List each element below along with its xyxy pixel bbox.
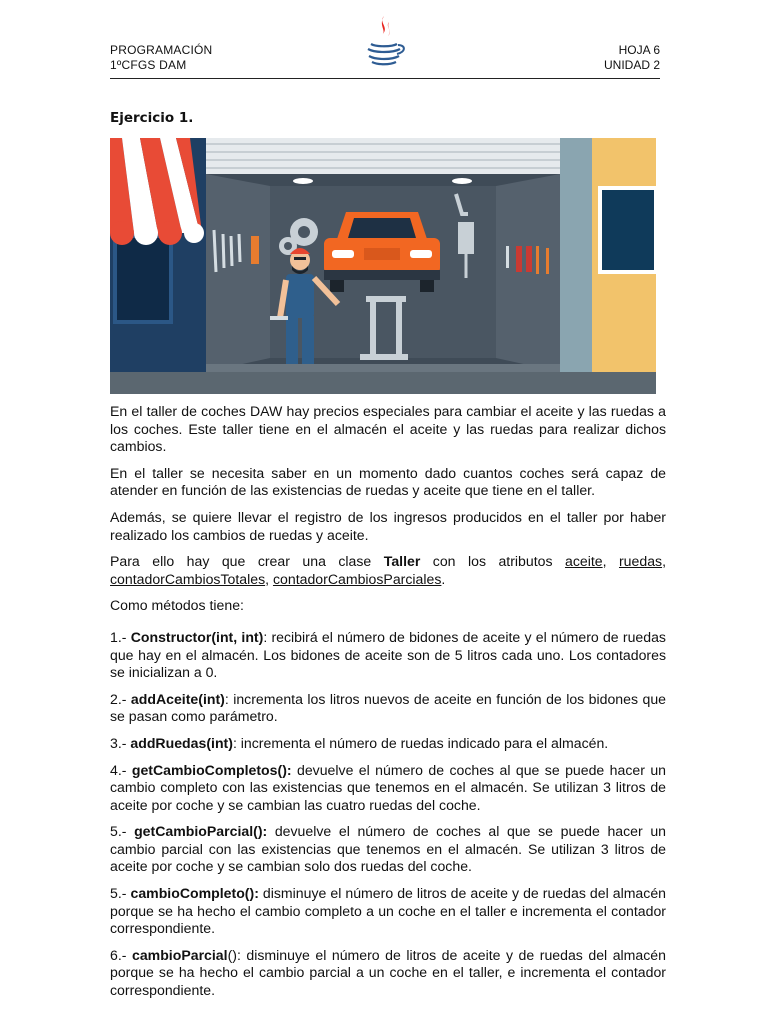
method-item [110, 762, 666, 815]
method-description: disminuye el número de litros de aceite y de ruedas del almacén porque se ha hecho el cambio completo a un coche en el taller e incrementa el contador correspondiente. [110, 885, 666, 937]
method-item [110, 629, 666, 682]
method-description: (): disminuye el número de litros de aceite y de ruedas del almacén porque se ha hecho el cambio parcial a un coche en el taller, e incrementa el contador correspondiente. [110, 946, 666, 999]
method-name: getCambioCompletos(): [131, 761, 292, 778]
method-description: : recibirá el número de bidones de aceite y el número de ruedas que hay en el almacén. Los bidones de aceite son de 5 litros cada uno. Los contadores se inicializan a 0. [110, 628, 666, 681]
attribute-ruedas: ruedas [618, 553, 663, 570]
attribute-contador-parciales: contadorCambiosParciales [272, 570, 442, 587]
method-number: 3.- [110, 734, 131, 751]
methods-intro: Como métodos tiene: [110, 597, 244, 614]
course-name: 1ºCFGS DAM [110, 58, 187, 72]
class-name: Taller [383, 553, 421, 570]
exercise-title: Ejercicio 1. [110, 110, 194, 126]
method-description: devuelve el número de coches al que se puede hacer un cambio parcial con las existencias que tenemos en el almacén. Se utilizan 3 litros de aceite por coche y se cambian solo dos ruedas del coche. [110, 823, 666, 875]
class-text-mid: con los atributos [420, 553, 565, 570]
attribute-aceite: aceite [564, 553, 603, 570]
method-item [110, 691, 666, 726]
separator: , [602, 553, 619, 570]
method-number: 5.- [110, 823, 135, 840]
class-paragraph [110, 553, 666, 588]
striped-awning [110, 138, 204, 245]
separator: , [265, 570, 273, 587]
method-item [110, 947, 666, 1000]
garage-illustration [110, 138, 656, 394]
method-number: 6.- [110, 946, 132, 963]
method-description: : incrementa el número de ruedas indicado para el almacén. [232, 734, 609, 751]
method-name: cambioCompleto(): [130, 885, 259, 902]
method-number: 5.- [110, 885, 131, 902]
period: . [441, 570, 446, 587]
attribute-contador-totales: contadorCambiosTotales [110, 570, 266, 587]
intro-paragraph-1: En el taller de coches DAW hay precios especiales para cambiar el aceite y las ruedas a los coches. Este taller tiene en el almacén el aceite y las ruedas para realizar dichos cambios. [110, 403, 666, 455]
method-description: devuelve el número de coches al que se puede hacer un cambio completo con las existencias que tenemos en el almacén. Se utilizan 3 litros de aceite por coche y se cambian las cuatro ruedas del coche. [110, 761, 666, 813]
unit-number: UNIDAD 2 [603, 58, 660, 72]
intro-paragraph-2: En el taller se necesita saber en un momento dado cuantos coches será capaz de atender en función de las existencias de ruedas y aceite que tiene en el taller. [110, 464, 666, 499]
header-right [604, 43, 660, 73]
method-item [110, 885, 666, 938]
separator: , [662, 553, 666, 570]
class-text-pre: Para ello hay que crear una clase [110, 553, 384, 570]
method-name: Constructor(int, int) [130, 628, 264, 645]
method-number: 1.- [110, 628, 131, 645]
method-name: cambioParcial [131, 946, 228, 963]
method-name: addAceite(int) [130, 690, 225, 707]
subject-name: PROGRAMACIÓN [110, 43, 213, 57]
method-item [110, 823, 666, 876]
exercise-body [110, 403, 666, 1009]
header-left [110, 43, 212, 73]
method-item [110, 735, 666, 753]
intro-paragraph-3: Además, se quiere llevar el registro de los ingresos producidos en el taller por haber realizado los cambios de ruedas y aceite. [110, 508, 666, 543]
method-number: 2.- [110, 690, 131, 707]
method-description: : incrementa los litros nuevos de aceite en función de los bidones que se pasan como parámetro. [110, 690, 666, 725]
method-name: addRuedas(int) [130, 734, 233, 751]
method-number: 4.- [110, 761, 132, 778]
java-coffee-cup-icon [360, 14, 408, 76]
sheet-number: HOJA 6 [618, 43, 660, 57]
page-header [110, 42, 660, 79]
method-name: getCambioParcial(): [134, 823, 268, 840]
